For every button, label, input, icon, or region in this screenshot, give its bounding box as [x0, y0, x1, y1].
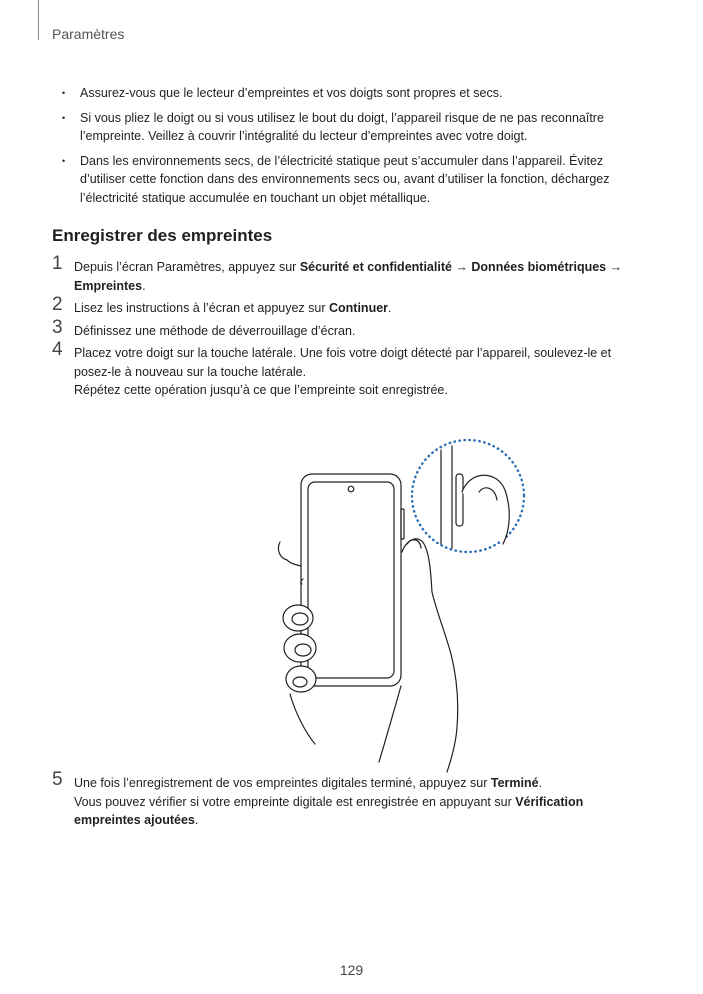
finger-knuckle-3 — [286, 666, 316, 692]
tip-item: • Dans les environnements secs, de l’électricité statique peut s’accumuler dans l’appareil. Évitez d’utiliser cette fonction dans des environnements secs ou, avant d’utiliser la fonction, déchargez l’électricité statique accumulée en touchant un objet métallique. — [62, 152, 652, 208]
step-bold: Empreintes — [74, 278, 143, 293]
side-key — [401, 509, 404, 539]
zoom-inset — [412, 440, 524, 552]
step-text: Depuis l’écran Paramètres, appuyez sur — [74, 260, 300, 274]
step-text: Répétez cette opération jusqu’à ce que l’empreinte soit enregistrée. — [74, 383, 448, 397]
tips-list — [62, 84, 652, 213]
phone-graphic — [301, 474, 404, 686]
step-bold: Vérification empreintes ajoutées — [74, 794, 584, 827]
hand-thumb-outline — [402, 539, 458, 772]
step-text: Définissez une méthode de déverrouillage d’écran. — [74, 323, 356, 338]
hand-palm-outline — [379, 686, 401, 762]
step-3 — [52, 316, 652, 341]
step-number: 2 — [52, 294, 63, 315]
phone-body — [301, 474, 401, 686]
fingerprint-illustration — [255, 432, 545, 777]
step-punct: . — [194, 813, 199, 827]
step-bold: Terminé — [490, 776, 539, 790]
side-key-zoomed — [456, 474, 463, 526]
margin-rule — [38, 0, 39, 40]
step-number: 1 — [52, 253, 63, 274]
step-number: 5 — [52, 769, 63, 790]
tip-item: • Si vous pliez le doigt ou si vous utilisez le bout du doigt, l’appareil risque de ne pas reconnaître l’empreinte. Veillez à couvrir l’intégralité du lecteur d’empreintes avec votre doigt. — [62, 109, 652, 146]
step-number: 4 — [52, 339, 63, 360]
step-bold: Continuer — [329, 301, 389, 315]
step-punct: . — [538, 776, 543, 790]
steps-list — [52, 253, 652, 404]
step-bold: Sécurité et confidentialité — [299, 260, 452, 274]
section-heading: Enregistrer des empreintes — [52, 226, 273, 245]
step-bold: Données biométriques — [471, 260, 607, 274]
hand-wrist-outline — [290, 694, 315, 744]
thumb-zoomed — [462, 475, 509, 544]
step-text: Lisez les instructions à l’écran et appuyez sur — [74, 301, 329, 315]
finger-top-outline — [278, 542, 301, 566]
step-text: Vous pouvez vérifier si votre empreinte digitale est enregistrée en appuyant sur — [74, 794, 516, 809]
step-4 — [52, 339, 652, 400]
step-text: Une fois l’enregistrement de vos empreintes digitales terminé, appuyez sur — [74, 776, 491, 790]
step-punct: . — [388, 301, 392, 315]
step-number: 3 — [52, 316, 63, 338]
page-number: 129 — [339, 962, 364, 978]
tip-item: • Assurez-vous que le lecteur d’empreintes et vos doigts sont propres et secs. — [62, 84, 652, 103]
phone-edge-zoomed — [441, 446, 452, 548]
step-text: Placez votre doigt sur la touche latérale. Une fois votre doigt détecté par l’appareil, soulevez-le et posez-le à nouveau sur la touche latérale. — [74, 346, 612, 379]
step-punct: . — [142, 278, 146, 293]
arrow: → — [451, 260, 472, 274]
thumbnail-icon — [407, 540, 421, 548]
arrow: → — [606, 260, 623, 274]
page-header: Paramètres — [52, 26, 125, 42]
step-2 — [52, 294, 652, 318]
step-1 — [52, 253, 652, 295]
step-5 — [52, 769, 652, 830]
